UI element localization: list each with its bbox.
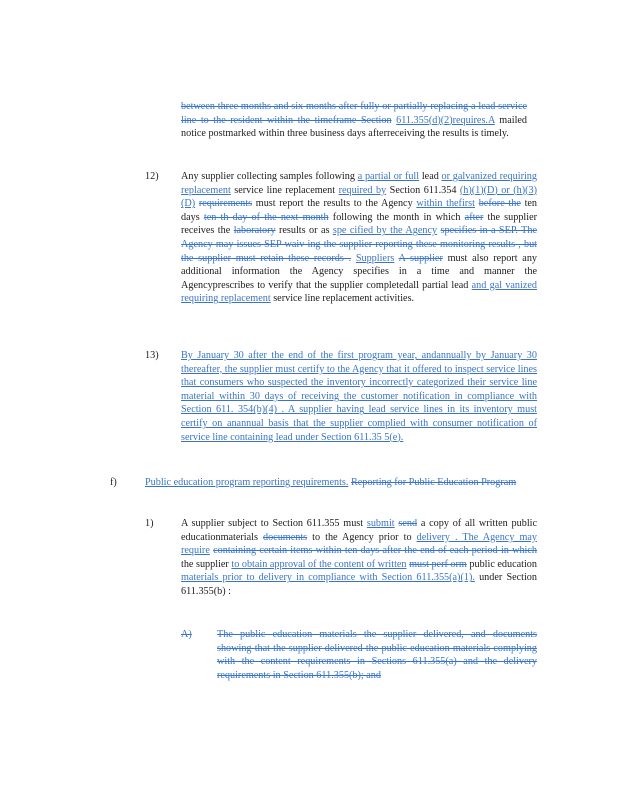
body-text: service line replacement [230, 184, 339, 196]
deleted-heading: Reporting for Public Education Program [350, 477, 517, 488]
paragraph-item-A: The public education materials the supplier delivered, and documents showing that the supplier delivered the public education materials complying with the content requirements in Sections 611.355(a) and the delivery requirements in Section 611.355(b); and [217, 629, 537, 681]
paragraph-item-13: By January 30 after the end of the first program year, andannually by January 30 thereafter, the supplier must certify to the Agency that it offered to inspect service lines that consumers who suspected the inventory incorrectly categorized their service line material within 30 days of receiving the customer notification in compliance with Section 611. 354(b)(4) . A supplier having lead service lines in its inventory must certify on anannual basis that the supplier complied with consumer notification of service line containing lead under Section 611.35 5(e). [181, 350, 537, 443]
inserted-heading: Public education program reporting requirements. [145, 477, 349, 488]
deleted-text: send [398, 518, 418, 529]
body-text: A supplier subject to Section 611.355 must [181, 518, 367, 529]
inserted-text: within thefirst [416, 198, 475, 210]
body-text: service line replacement activities. [270, 293, 415, 305]
body-text: a copy of all written public educationmaterials [181, 518, 538, 543]
body-text: under Section 611.355(b) : [181, 572, 537, 597]
deleted-text: laboratory [233, 225, 276, 237]
inserted-text: a partial or full [357, 171, 420, 182]
paragraph-item-12 [181, 170, 537, 306]
item-letter-A: A) [181, 629, 192, 640]
body-text: must also report any additional information the Agency specifies in a time and manner the Agencyprescribes to verify that the supplier completedall partial lead [181, 252, 538, 291]
section-heading [145, 476, 537, 490]
item-number-12: 12) [145, 171, 159, 182]
deleted-text: documents [262, 531, 308, 543]
body-text: ten days [181, 198, 538, 223]
inserted-text: required by [338, 184, 387, 196]
body-text: must report the results to the Agency [252, 198, 417, 210]
deleted-text: containing certain items within ten days after the end of each period in which [213, 545, 538, 557]
body-text: following the month in which [328, 211, 465, 223]
body-text: results or as [275, 225, 333, 237]
inserted-text: 611.355(d)(2)requires.A [396, 114, 495, 126]
inserted-text: to obtain approval of the content of written [231, 558, 407, 570]
paragraph-item-1 [181, 517, 537, 599]
body-text: the supplier receives the [181, 211, 537, 237]
deleted-text: requirements [198, 198, 253, 210]
item-number-13: 13) [145, 350, 159, 361]
body-text: mailed notice postmarked within three business days afterreceiving the results is timely. [181, 114, 528, 140]
body-text: to the Agency prior to [307, 531, 417, 543]
deleted-text: specifies in a SEP. The Agency may issues SEP waiv ing the supplier reporting these monitoring results , but the supplier must retain these records . [181, 225, 537, 264]
deleted-text: before the [478, 198, 521, 210]
inserted-text: (h)(1)(D) or (h)(3)(D) [181, 184, 537, 210]
section-letter-f: f) [110, 477, 117, 488]
inserted-text: delivery . The Agency may require [181, 531, 537, 557]
paragraph-continuation [181, 100, 527, 141]
deleted-text: must perf orm [409, 558, 467, 570]
inserted-text: or galvanized requiring replacement [181, 171, 537, 196]
body-text: Any supplier collecting samples following [181, 171, 358, 182]
body-text: Section 611.354 [386, 184, 460, 196]
body-text: the supplier [181, 558, 232, 570]
deleted-text: A supplier [398, 252, 443, 264]
deleted-text: between three months and six months after fully or partially replacing a lead service line to the resident within the timeframe Section [181, 101, 527, 126]
item-number-1: 1) [145, 518, 154, 529]
inserted-text: submit [366, 518, 395, 529]
body-text: public education [466, 558, 537, 570]
inserted-text: and gal vanized requiring replacement [181, 279, 537, 305]
deleted-text: ten th day of the next month [203, 211, 329, 223]
inserted-text: spe cified by the Agency [332, 225, 438, 237]
deleted-text: after [464, 211, 484, 223]
inserted-text: materials prior to delivery in compliance with Section 611.355(a)(1). [181, 572, 475, 584]
inserted-text: Suppliers [355, 252, 395, 264]
body-text: lead [419, 171, 442, 182]
